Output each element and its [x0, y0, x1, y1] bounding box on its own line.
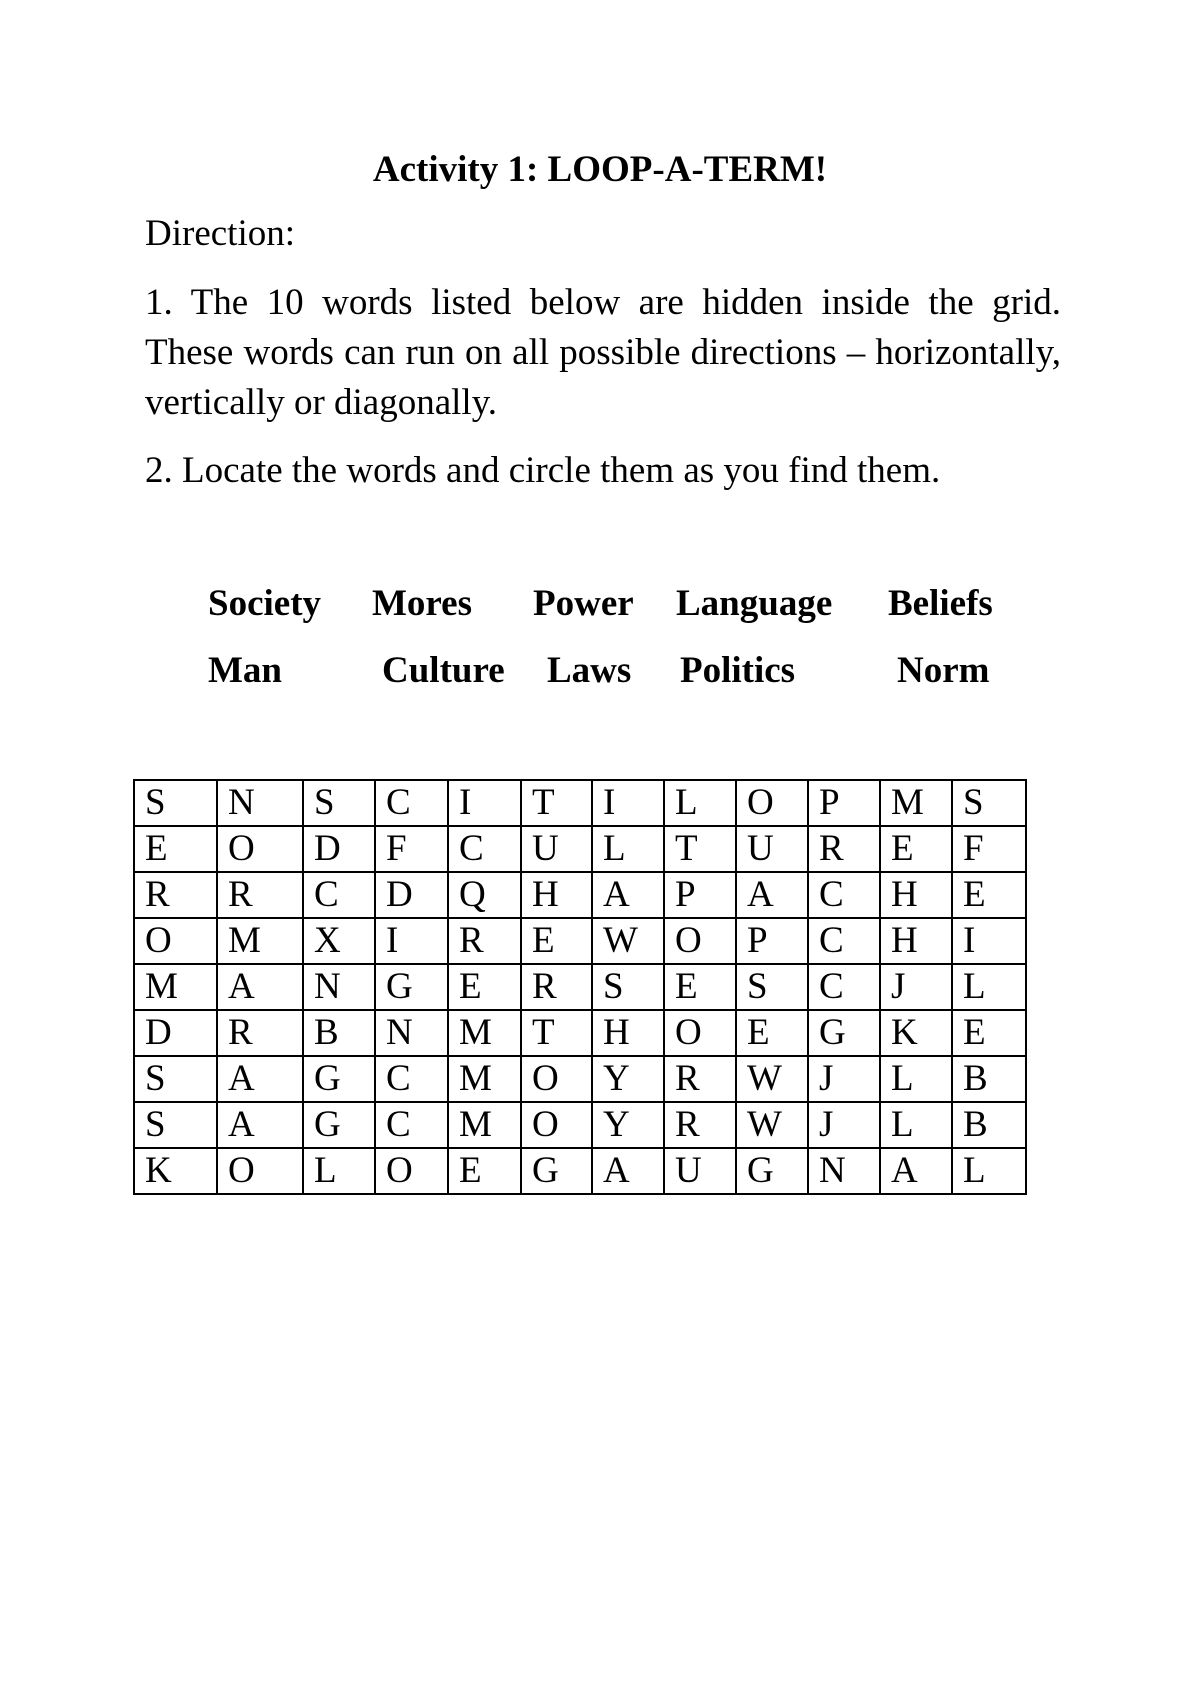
- grid-cell[interactable]: U: [736, 826, 808, 872]
- grid-cell[interactable]: R: [217, 872, 303, 918]
- grid-cell[interactable]: G: [736, 1148, 808, 1194]
- grid-cell[interactable]: W: [736, 1056, 808, 1102]
- grid-row: [134, 826, 1026, 872]
- grid-cell[interactable]: O: [521, 1102, 592, 1148]
- grid-cell[interactable]: M: [448, 1010, 521, 1056]
- word-bank-item: Mores: [372, 583, 472, 624]
- grid-cell[interactable]: U: [664, 1148, 736, 1194]
- grid-cell[interactable]: J: [808, 1056, 880, 1102]
- grid-cell[interactable]: M: [880, 780, 952, 826]
- grid-cell[interactable]: O: [217, 1148, 303, 1194]
- grid-cell[interactable]: D: [303, 826, 375, 872]
- grid-cell[interactable]: O: [375, 1148, 448, 1194]
- word-bank-item: Laws: [547, 650, 632, 691]
- grid-cell[interactable]: R: [664, 1056, 736, 1102]
- grid-row: [134, 1148, 1026, 1194]
- grid-cell[interactable]: P: [808, 780, 880, 826]
- instruction-1: 1. The 10 words listed below are hidden inside the grid. These words can run on all possible directions – horizontally, vertically or diagonally.: [145, 282, 1061, 423]
- grid-cell[interactable]: M: [448, 1056, 521, 1102]
- grid-cell[interactable]: C: [375, 1056, 448, 1102]
- grid-cell[interactable]: L: [592, 826, 664, 872]
- grid-cell[interactable]: C: [375, 1102, 448, 1148]
- grid-cell[interactable]: O: [664, 1010, 736, 1056]
- grid-cell[interactable]: A: [592, 1148, 664, 1194]
- grid-cell[interactable]: E: [952, 872, 1026, 918]
- grid-cell[interactable]: T: [521, 780, 592, 826]
- grid-row: [134, 1056, 1026, 1102]
- grid-cell[interactable]: I: [952, 918, 1026, 964]
- word-bank-item: Language: [676, 583, 833, 624]
- grid-cell[interactable]: N: [808, 1148, 880, 1194]
- grid-row: [134, 780, 1026, 826]
- grid-cell[interactable]: M: [134, 964, 217, 1010]
- grid-cell[interactable]: C: [303, 872, 375, 918]
- grid-cell[interactable]: G: [303, 1056, 375, 1102]
- grid-cell[interactable]: S: [592, 964, 664, 1010]
- grid-cell[interactable]: J: [808, 1102, 880, 1148]
- grid-cell[interactable]: G: [303, 1102, 375, 1148]
- grid-cell[interactable]: H: [521, 872, 592, 918]
- word-bank-item: Culture: [382, 650, 505, 691]
- grid-cell[interactable]: F: [375, 826, 448, 872]
- grid-row: [134, 1010, 1026, 1056]
- grid-cell[interactable]: E: [521, 918, 592, 964]
- grid-cell[interactable]: N: [217, 780, 303, 826]
- grid-cell[interactable]: L: [880, 1102, 952, 1148]
- grid-cell[interactable]: H: [592, 1010, 664, 1056]
- grid-cell[interactable]: I: [375, 918, 448, 964]
- word-bank-item: Man: [208, 650, 282, 691]
- grid-cell[interactable]: W: [736, 1102, 808, 1148]
- grid-cell[interactable]: E: [134, 826, 217, 872]
- word-search-grid: [133, 779, 1027, 1195]
- grid-cell[interactable]: P: [664, 872, 736, 918]
- grid-cell[interactable]: Q: [448, 872, 521, 918]
- grid-cell[interactable]: E: [736, 1010, 808, 1056]
- grid-cell[interactable]: R: [448, 918, 521, 964]
- grid-cell[interactable]: N: [303, 964, 375, 1010]
- grid-cell[interactable]: F: [952, 826, 1026, 872]
- grid-cell[interactable]: L: [952, 964, 1026, 1010]
- grid-cell[interactable]: B: [303, 1010, 375, 1056]
- grid-cell[interactable]: O: [217, 826, 303, 872]
- grid-row: [134, 964, 1026, 1010]
- grid-cell[interactable]: I: [448, 780, 521, 826]
- grid-cell[interactable]: T: [521, 1010, 592, 1056]
- grid-cell[interactable]: U: [521, 826, 592, 872]
- grid-cell[interactable]: C: [808, 872, 880, 918]
- grid-cell[interactable]: Y: [592, 1102, 664, 1148]
- grid-cell[interactable]: G: [521, 1148, 592, 1194]
- grid-cell[interactable]: A: [217, 1102, 303, 1148]
- grid-cell[interactable]: L: [880, 1056, 952, 1102]
- grid-cell[interactable]: O: [736, 780, 808, 826]
- grid-cell[interactable]: S: [952, 780, 1026, 826]
- grid-cell[interactable]: W: [592, 918, 664, 964]
- grid-cell[interactable]: R: [664, 1102, 736, 1148]
- grid-cell[interactable]: H: [880, 918, 952, 964]
- grid-cell[interactable]: P: [736, 918, 808, 964]
- grid-cell[interactable]: N: [375, 1010, 448, 1056]
- grid-cell[interactable]: A: [592, 872, 664, 918]
- grid-cell[interactable]: H: [880, 872, 952, 918]
- word-bank-item: Society: [208, 583, 322, 624]
- word-bank-item: Norm: [897, 650, 990, 691]
- activity-title: Activity 1: LOOP-A-TERM!: [372, 149, 828, 190]
- grid-cell[interactable]: A: [880, 1148, 952, 1194]
- grid-cell[interactable]: L: [952, 1148, 1026, 1194]
- grid-cell[interactable]: A: [736, 872, 808, 918]
- grid-cell[interactable]: R: [134, 872, 217, 918]
- grid-cell[interactable]: G: [375, 964, 448, 1010]
- grid-cell[interactable]: J: [880, 964, 952, 1010]
- grid-cell[interactable]: D: [134, 1010, 217, 1056]
- grid-cell[interactable]: I: [592, 780, 664, 826]
- grid-cell[interactable]: Y: [592, 1056, 664, 1102]
- instruction-2: 2. Locate the words and circle them as you find them.: [145, 450, 941, 491]
- grid-cell[interactable]: R: [808, 826, 880, 872]
- grid-cell[interactable]: M: [448, 1102, 521, 1148]
- grid-cell[interactable]: M: [217, 918, 303, 964]
- grid-cell[interactable]: E: [448, 1148, 521, 1194]
- grid-cell[interactable]: O: [664, 918, 736, 964]
- grid-cell[interactable]: C: [808, 964, 880, 1010]
- grid-cell[interactable]: C: [375, 780, 448, 826]
- grid-cell[interactable]: G: [808, 1010, 880, 1056]
- grid-cell[interactable]: C: [808, 918, 880, 964]
- grid-cell[interactable]: X: [303, 918, 375, 964]
- grid-cell[interactable]: T: [664, 826, 736, 872]
- grid-cell[interactable]: S: [134, 1102, 217, 1148]
- grid-cell[interactable]: A: [217, 964, 303, 1010]
- grid-cell[interactable]: K: [880, 1010, 952, 1056]
- grid-cell[interactable]: L: [303, 1148, 375, 1194]
- grid-cell[interactable]: R: [217, 1010, 303, 1056]
- word-bank-item: Politics: [680, 650, 796, 691]
- grid-cell[interactable]: D: [375, 872, 448, 918]
- grid-cell[interactable]: A: [217, 1056, 303, 1102]
- grid-cell[interactable]: S: [134, 780, 217, 826]
- grid-cell[interactable]: R: [521, 964, 592, 1010]
- direction-label: Direction:: [145, 213, 296, 254]
- word-bank-item: Power: [533, 583, 634, 624]
- grid-cell[interactable]: E: [448, 964, 521, 1010]
- grid-row: [134, 918, 1026, 964]
- grid-cell[interactable]: O: [521, 1056, 592, 1102]
- grid-cell[interactable]: B: [952, 1056, 1026, 1102]
- grid-cell[interactable]: S: [134, 1056, 217, 1102]
- grid-cell[interactable]: O: [134, 918, 217, 964]
- word-bank-item: Beliefs: [888, 583, 993, 624]
- grid-row: [134, 872, 1026, 918]
- grid-cell[interactable]: E: [952, 1010, 1026, 1056]
- grid-cell[interactable]: L: [664, 780, 736, 826]
- grid-cell[interactable]: S: [736, 964, 808, 1010]
- grid-cell[interactable]: B: [952, 1102, 1026, 1148]
- grid-cell[interactable]: K: [134, 1148, 217, 1194]
- grid-cell[interactable]: S: [303, 780, 375, 826]
- grid-row: [134, 1102, 1026, 1148]
- grid-cell[interactable]: E: [664, 964, 736, 1010]
- grid-cell[interactable]: C: [448, 826, 521, 872]
- grid-cell[interactable]: E: [880, 826, 952, 872]
